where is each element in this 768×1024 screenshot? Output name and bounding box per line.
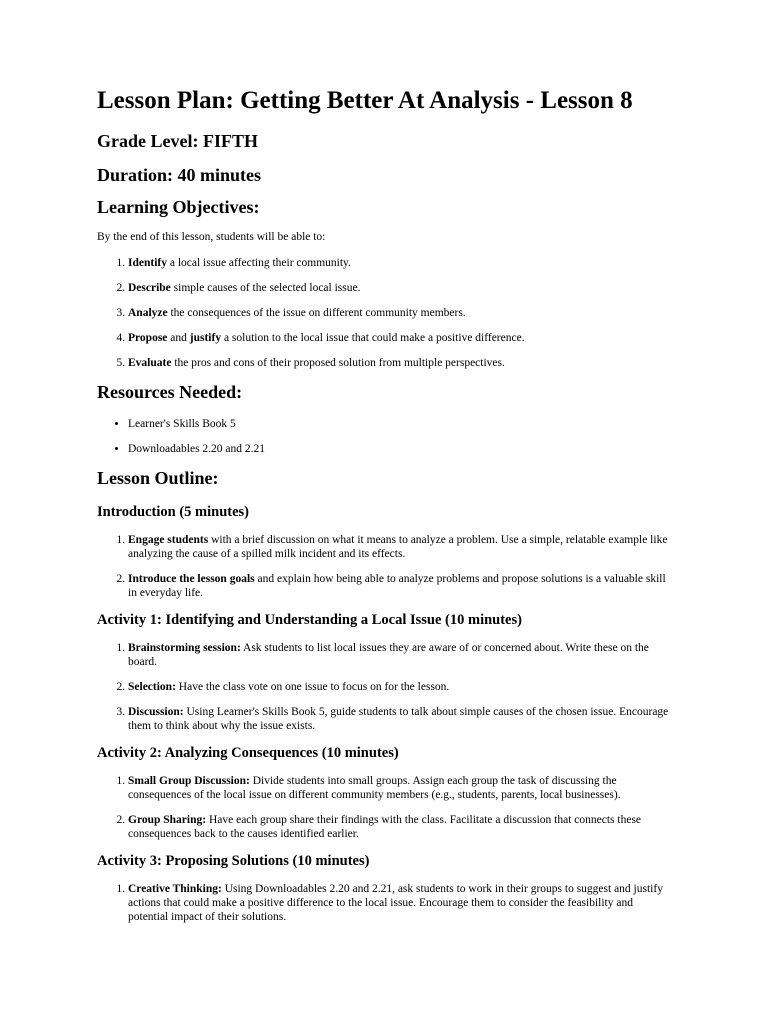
- introduction-steps: [97, 533, 672, 600]
- step-keyword: Brainstorming session:: [128, 642, 241, 654]
- page-title: Lesson Plan: Getting Better At Analysis - Lesson 8: [97, 87, 633, 114]
- step-item: [128, 774, 672, 802]
- step-keyword: Introduce the lesson goals: [128, 573, 255, 585]
- objective-keyword: Evaluate: [128, 357, 172, 369]
- objective-item: [128, 306, 672, 320]
- objective-text: a local issue affecting their community.: [166, 257, 351, 269]
- objective-item: [128, 356, 672, 370]
- objective-text: and: [167, 332, 190, 344]
- step-item: [128, 705, 672, 733]
- resource-item: • Learner's Skills Book 5: [128, 417, 672, 431]
- objective-text: a solution to the local issue that could make a positive difference.: [221, 332, 525, 344]
- step-item: [128, 882, 672, 924]
- objective-text: the pros and cons of their proposed solution from multiple perspectives.: [171, 357, 505, 369]
- section-heading-activity-1: Activity 1: Identifying and Understanding a Local Issue (10 minutes): [97, 612, 522, 628]
- objectives-list: [97, 256, 672, 370]
- resources-list: [97, 417, 672, 456]
- section-heading-activity-3: Activity 3: Proposing Solutions (10 minutes): [97, 853, 370, 869]
- step-item: [128, 680, 672, 694]
- step-text: Using Downloadables 2.20 and 2.21, ask students to work in their groups to suggest and justify actions that could make a positive difference to the local issue. Encourage them to consider the feasibility and potential impact of their solutions.: [128, 883, 663, 923]
- activity-2-steps: [97, 774, 672, 841]
- objective-keyword: Describe: [128, 282, 171, 294]
- step-item: [128, 641, 672, 669]
- step-keyword: Engage students: [128, 534, 209, 546]
- step-text: with a brief discussion on what it means to analyze a problem. Use a simple, relatable example like analyzing the cause of a spilled milk incident and its effects.: [128, 534, 668, 560]
- section-heading-activity-2: Activity 2: Analyzing Consequences (10 minutes): [97, 745, 399, 761]
- step-keyword: Selection:: [128, 681, 176, 693]
- objective-keyword: Propose: [128, 332, 168, 344]
- section-heading-introduction: Introduction (5 minutes): [97, 504, 249, 520]
- step-text: Divide students into small groups. Assign each group the task of discussing the consequences of the local issue on different community members (e.g., students, parents, local businesses).: [128, 775, 621, 801]
- step-text: and explain how being able to analyze problems and propose solutions is a valuable skill in everyday life.: [128, 573, 666, 599]
- objective-keyword: Analyze: [128, 307, 168, 319]
- step-keyword: Group Sharing:: [128, 814, 207, 826]
- resource-item: • Downloadables 2.20 and 2.21: [128, 442, 672, 456]
- step-keyword: Creative Thinking:: [128, 883, 222, 895]
- step-item: [128, 572, 672, 600]
- objective-item: [128, 256, 672, 270]
- objective-keyword: justify: [189, 332, 222, 344]
- duration: Duration: 40 minutes: [97, 165, 262, 185]
- resources-heading: Resources Needed:: [97, 382, 243, 402]
- step-keyword: Small Group Discussion:: [128, 775, 250, 787]
- outline-heading: Lesson Outline:: [97, 468, 219, 488]
- objectives-intro: By the end of this lesson, students will be able to:: [97, 231, 326, 243]
- objectives-heading: Learning Objectives:: [97, 197, 260, 217]
- step-text: Using Learner's Skills Book 5, guide students to talk about simple causes of the chosen issue. Encourage them to think about why the issue exists.: [128, 706, 669, 732]
- step-item: [128, 533, 672, 561]
- step-keyword: Discussion:: [128, 706, 184, 718]
- activity-3-steps: [97, 882, 672, 924]
- step-text: Ask students to list local issues they are aware of or concerned about. Write these on the board.: [128, 642, 649, 668]
- grade-level: Grade Level: FIFTH: [97, 131, 258, 151]
- objective-keyword: Identify: [128, 257, 167, 269]
- objective-text: the consequences of the issue on different community members.: [167, 307, 466, 319]
- objective-text: simple causes of the selected local issue.: [170, 282, 361, 294]
- step-text: Have each group share their findings with the class. Facilitate a discussion that connects these consequences back to the causes identified earlier.: [128, 814, 642, 840]
- activity-1-steps: [97, 641, 672, 733]
- objective-item: [128, 331, 672, 345]
- step-text: Have the class vote on one issue to focus on for the lesson.: [175, 681, 450, 693]
- step-item: [128, 813, 672, 841]
- objective-item: [128, 281, 672, 295]
